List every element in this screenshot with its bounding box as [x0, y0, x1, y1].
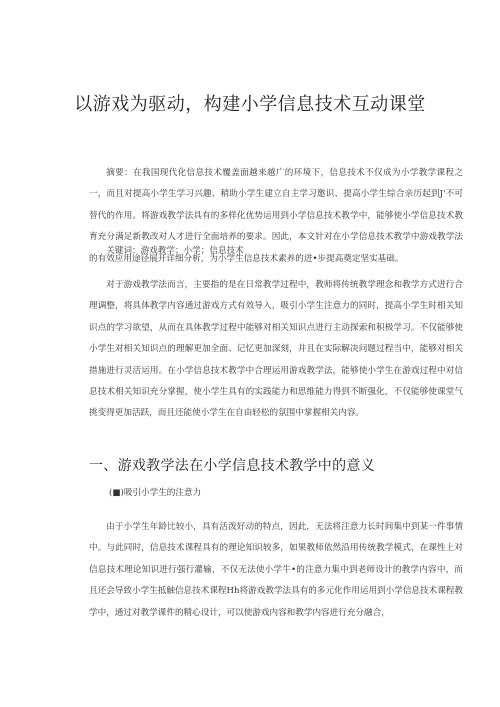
section-heading: 一、游戏教学法在小学信息技术教学中的意义	[89, 458, 375, 474]
section1-paragraph: 由于小学生年龄比较小，具有活泼好动的特点，因此，无法将注意力长时间集中到某一件事情中。与此同时，信息技术课程具有的理论知识较多，如果教师依然沿用传统教学模式，在课性上对信息技术理论知识进行强行灌输，不仅无法使小学牛•的注意力集中到老师设计的教学内容中，而且还会导致小学生抵触信息技术课程Hh将游戏教学法具有的多元化作用运用到小学信息技术课程教学中，通过对教学课件的精心设计，可以使游戏内容和教学内容进行充分融合，	[89, 522, 463, 618]
intro-section	[89, 275, 463, 425]
keywords-line: 关键词：游戏教学；小学；信息技术	[106, 246, 244, 256]
keywords	[89, 241, 463, 262]
abstract-text: 在我国现代化信息技术覆盖面越来越广的环境下，信息技术不仅成为小学教学课程之一，而且对提高小学生学习兴趣、稍助小学生建立自主学习邀识、提高小学生综合亲历起到J'不可替代的作用。将游戏教学法具有的多样化优势运用到小学信息技术教学中，能够使小学信息技术教育充分满足新教改对人才进行全面培养的要求。因此，本文针对在小学信息技术教学中游戏教学法的有效应用途径展开详细分析，为小学生信息技术素养的进•步提高奠定坚实基础。	[89, 168, 463, 264]
paper-title: 以游戏为驱动，构建小学信息技术互动课堂	[74, 94, 426, 115]
intro-paragraph: 对于游戏教学法而言，主要指的是在日常教学过程中，教师将传统教学理念和教学方式进行合理调整，将具体教学内容通过游戏方式有效导入，吸引小学生注意力的同时，提高小学生时相关知识点的学习欲望，从而在具体教学过程中能够对相关知识点进行主动探索和积极学习。不仅能够使小学生对相关知识点的理解更加全面、记忆更加深刻，并且在实际解决问题过程当中，能够对相关措施进行灵活运用。在小学信息技术教学中合理运用游戏教学法，能够使小学生在游戏过程中对信息技术相关知识充分掌握，使小学生具有的实践能力和思维能力得到不断强化，不仅能够使课堂气挑变得更加活跃，而且还能使小学生在自由轻松的氛围中掌握相关内容。	[89, 280, 463, 419]
subsection-heading: (■)吸引小学生的注意力	[109, 488, 202, 498]
section1-body	[89, 517, 463, 624]
abstract-label: 摘要：	[106, 168, 133, 178]
